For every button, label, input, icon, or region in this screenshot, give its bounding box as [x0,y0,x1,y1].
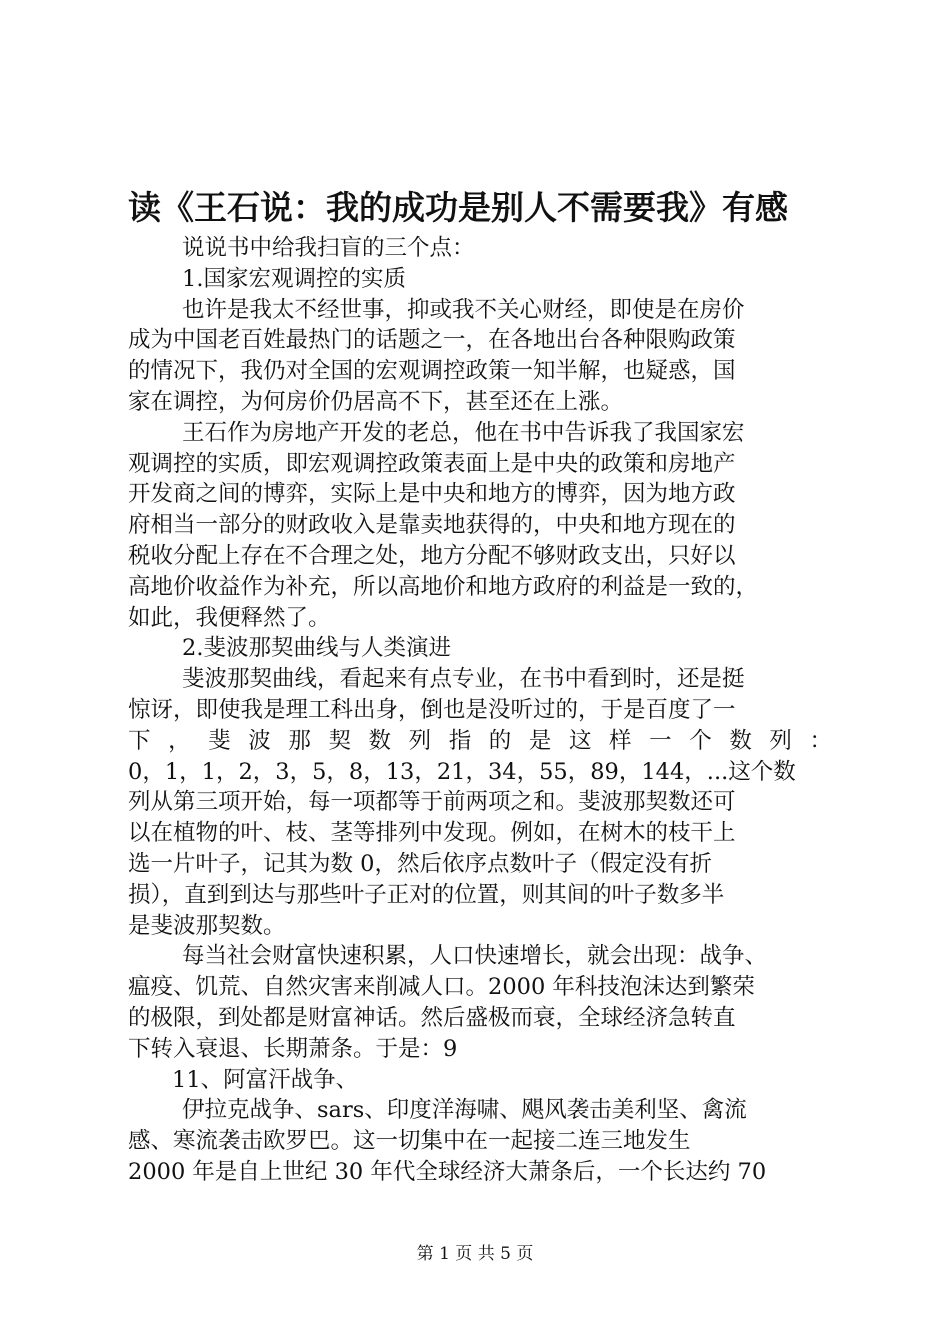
section-heading: 2.斐波那契曲线与人类演进 [182,635,451,662]
text-line: 伊拉克战争、sars、印度洋海啸、飓风袭击美利坚、禽流 [182,1097,747,1124]
text-line: 观调控的实质，即宏观调控政策表面上是中央的政策和房地产 [128,450,736,477]
text-line: 开发商之间的博弈，实际上是中央和地方的博弈，因为地方政 [128,481,736,508]
text-line: 11、阿富汗战争、 [172,1066,359,1093]
text-line: 家在调控，为何房价仍居高不下，甚至还在上涨。 [128,388,624,415]
text-line: 惊讶，即使我是理工科出身，倒也是没听过的，于是百度了一 [128,696,736,723]
section-heading: 1.国家宏观调控的实质 [182,265,406,292]
text-line: 税收分配上存在不合理之处，地方分配不够财政支出，只好以 [128,542,736,569]
document-body [128,233,832,1188]
text-line: 如此，我便释然了。 [128,604,331,631]
text-line: 列从第三项开始，每一项都等于前两项之和。斐波那契数还可 [128,789,736,816]
text-line: 王石作为房地产开发的老总，他在书中告诉我了我国家宏 [182,419,745,446]
text-line: 成为中国老百姓最热门的话题之一，在各地出台各种限购政策 [128,327,736,354]
text-line: 是斐波那契数。 [128,912,286,939]
text-line: 选一片叶子，记其为数 0，然后依序点数叶子（假定没有折 [128,850,712,877]
text-line: 2000 年是自上世纪 30 年代全球经济大萧条后，一个长达约 70 [128,1158,767,1185]
text-line: 的情况下，我仍对全国的宏观调控政策一知半解，也疑惑，国 [128,358,736,385]
text-line: 下转入衰退、长期萧条。于是：9 [128,1035,458,1062]
text-line: 的极限，到处都是财富神话。然后盛极而衰，全球经济急转直 [128,1004,736,1031]
text-line: 高地价收益作为补充，所以高地价和地方政府的利益是一致的， [128,573,759,600]
text-line: 说说书中给我扫盲的三个点： [182,235,475,261]
text-line: 损），直到到达与那些叶子正对的位置，则其间的叶子数多半 [128,881,725,908]
text-line: 以在植物的叶、枝、茎等排列中发现。例如，在树木的枝干上 [128,820,736,847]
page-number-footer: 第 1 页 共 5 页 [416,1244,534,1264]
text-line: 斐波那契曲线，看起来有点专业，在书中看到时，还是挺 [182,666,745,693]
text-line: 感、寒流袭击欧罗巴。这一切集中在一起接二连三地发生 [128,1128,691,1155]
text-line: 0，1，1，2，3，5，8，13，21，34，55，89，144，...这个数 [128,758,796,785]
text-line: 每当社会财富快速积累，人口快速增长，就会出现：战争、 [182,943,768,970]
text-line: 也许是我太不经世事，抑或我不关心财经，即使是在房价 [182,296,745,323]
text-line: 瘟疫、饥荒、自然灾害来削减人口。2000 年科技泡沫达到繁荣 [128,974,755,1001]
page-title: 读《王石说：我的成功是别人不需要我》有感 [128,188,788,227]
text-line: 府相当一部分的财政收入是靠卖地获得的，中央和地方现在的 [128,512,736,539]
text-line: 下 ， 斐 波 那 契 数 列 指 的 是 这 样 一 个 数 列 ： [128,727,832,754]
